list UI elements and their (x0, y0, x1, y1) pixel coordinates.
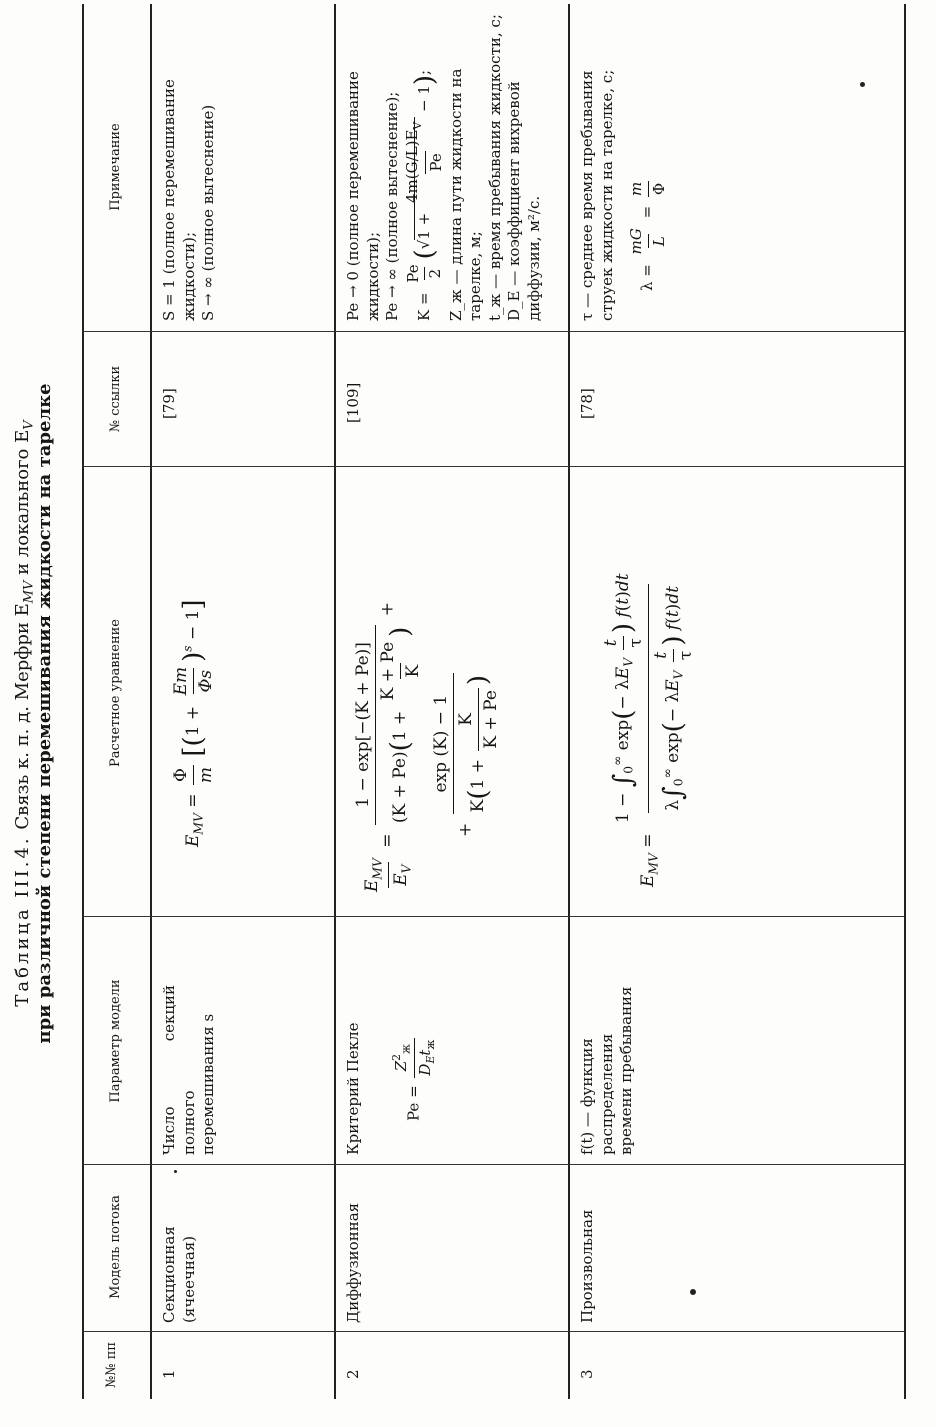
rule-top (82, 4, 84, 1399)
rule-header (150, 4, 152, 1399)
row3-notes (578, 21, 669, 321)
row3-param: f(t) — функция распределения времени пребывания (578, 986, 635, 1155)
row1-model: Секционная (ячеечная) (160, 1226, 198, 1323)
row3-note-1: τ — среднее время пребывания струек жидкости на тарелке, с; (578, 69, 616, 321)
row2-equation (352, 477, 503, 897)
rule-row1 (334, 4, 336, 1399)
rule-bottom (904, 4, 906, 1399)
col-sep-3 (82, 916, 904, 917)
ink-speck (174, 1170, 177, 1173)
table-title: Таблица III.4. Связь к. п. д. Мерфри $E_{MV}$ и локального $E_V$ (12, 420, 37, 1007)
col-sep-2 (82, 1164, 904, 1165)
row3-ref: [78] (578, 388, 596, 419)
col-sep-4 (82, 466, 904, 467)
header-ref: № ссылки (108, 365, 123, 433)
row3-equation: $E_{MV}$ = $1 - \int_0^\infty$ $\exp(- \lambda E_V$ t τ ) f(t)dt $\lambda\int_0^\infty$ $\exp(- \lambda E_V$ t τ ) f(t)dt (601, 573, 697, 887)
row1-notes (160, 21, 219, 321)
ink-speck (860, 82, 865, 87)
row2-num: 2 (344, 1369, 362, 1379)
row3-num: 3 (578, 1369, 596, 1379)
row1-note-2: S → ∞ (полное вытеснение) (199, 104, 217, 321)
row2-eq-line2: + exp (K) − 1 K(1 + K K + Pe ) (431, 674, 502, 837)
row2-notes (344, 11, 544, 321)
row2-note-3: Z_ж — длина пути жидкости на тарелке, м; (446, 68, 485, 321)
col-sep-5 (82, 331, 904, 332)
row2-note-5: D_E — коэффициент вихревой диффузии, м²/с. (505, 81, 543, 321)
row2-note-1: Pe → 0 (полное перемешивание жидкости); (344, 71, 382, 321)
header-num: №№ пп (104, 1341, 119, 1389)
row2-param-formula: Pe = $Z^2_ж$ $D_Et_ж$ (389, 1039, 437, 1121)
row1-ref: [79] (160, 388, 178, 419)
row1-param: Число секций полного перемешивания s (160, 985, 217, 1155)
row2-note-2: Pe → ∞ (полное вытеснение); (383, 91, 401, 321)
rule-row2 (568, 4, 570, 1399)
header-note: Примечание (108, 123, 123, 211)
row2-eq-line1: $E_{MV}$ $E_V$ = 1 − exp[−(K + Pe)] (K + Pe)(1 + K + Pe K ) + (353, 602, 424, 892)
row2-note-4: t_ж — время пребывания жидкости, с; (485, 14, 504, 321)
row2-model: Диффузионная (344, 1202, 362, 1323)
row2-param-label: Критерий Пекле (344, 1022, 362, 1155)
header-param: Параметр модели (108, 979, 123, 1103)
header-model: Модель потока (108, 1195, 123, 1299)
row1-note-1: S = 1 (полное перемешивание жидкости); (160, 79, 198, 321)
row1-equation: $E_{MV}$ = Φ m [(1 + Em Φs )$^s$ − 1] (171, 599, 217, 847)
col-sep-1 (82, 1331, 904, 1332)
row3-model: Произвольная (578, 1209, 596, 1323)
row2-note-k-formula: K = Pe 2 (√1 + $4m(G/L)E_V$ Pe − 1); (402, 69, 446, 321)
header-equation: Расчетное уравнение (108, 619, 123, 767)
ink-speck (690, 1289, 696, 1295)
table-subtitle: при различной степени перемешивания жидкости на тарелке (34, 383, 55, 1044)
row3-note-lambda-formula: λ = mG L = m Φ (627, 181, 668, 291)
row2-param (344, 935, 438, 1155)
row2-ref: [109] (344, 382, 362, 423)
row1-num: 1 (160, 1369, 178, 1379)
